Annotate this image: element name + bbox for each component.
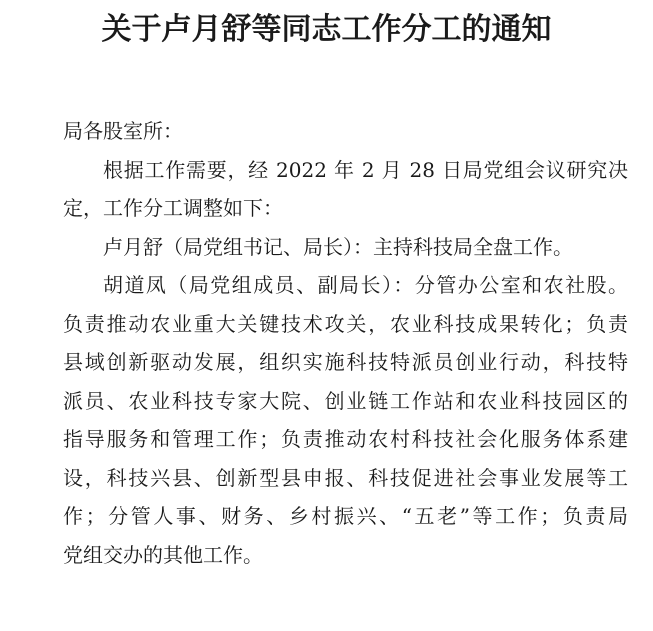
assignment-hu-daofeng-line-5: 指导服务和管理工作；负责推动农村科技社会化服务体系建 [63,427,628,451]
assignment-hu-daofeng-line-7: 作；分管人事、财务、乡村振兴、“五老”等工作；负责局 [63,504,628,528]
assignment-lu-yueshu: 卢月舒（局党组书记、局长）：主持科技局全盘工作。 [103,234,573,259]
assignment-hu-daofeng-line-2: 负责推动农业重大关键技术攻关，农业科技成果转化；负责 [63,311,628,336]
assignment-hu-daofeng-line-8: 党组交办的其他工作。 [63,542,263,567]
assignment-hu-daofeng-line-3: 县域创新驱动发展，组织实施科技特派员创业行动，科技特 [63,350,628,374]
document-body [63,112,628,574]
document-title: 关于卢月舒等同志工作分工的通知 [101,12,552,47]
salutation: 局各股室所： [63,119,183,143]
assignment-hu-daofeng-line-1: 胡道凤（局党组成员、副局长）：分管办公室和农社股。 [103,273,628,297]
assignment-hu-daofeng-line-6: 设，科技兴县、创新型县申报、科技促进社会事业发展等工 [63,465,628,490]
intro-line-1: 根据工作需要，经 2022 年 2 月 28 日局党组会议研究决 [103,157,628,182]
assignment-hu-daofeng-line-4: 派员、农业科技专家大院、创业链工作站和农业科技园区的 [63,388,628,413]
intro-line-2: 定，工作分工调整如下： [63,196,283,220]
